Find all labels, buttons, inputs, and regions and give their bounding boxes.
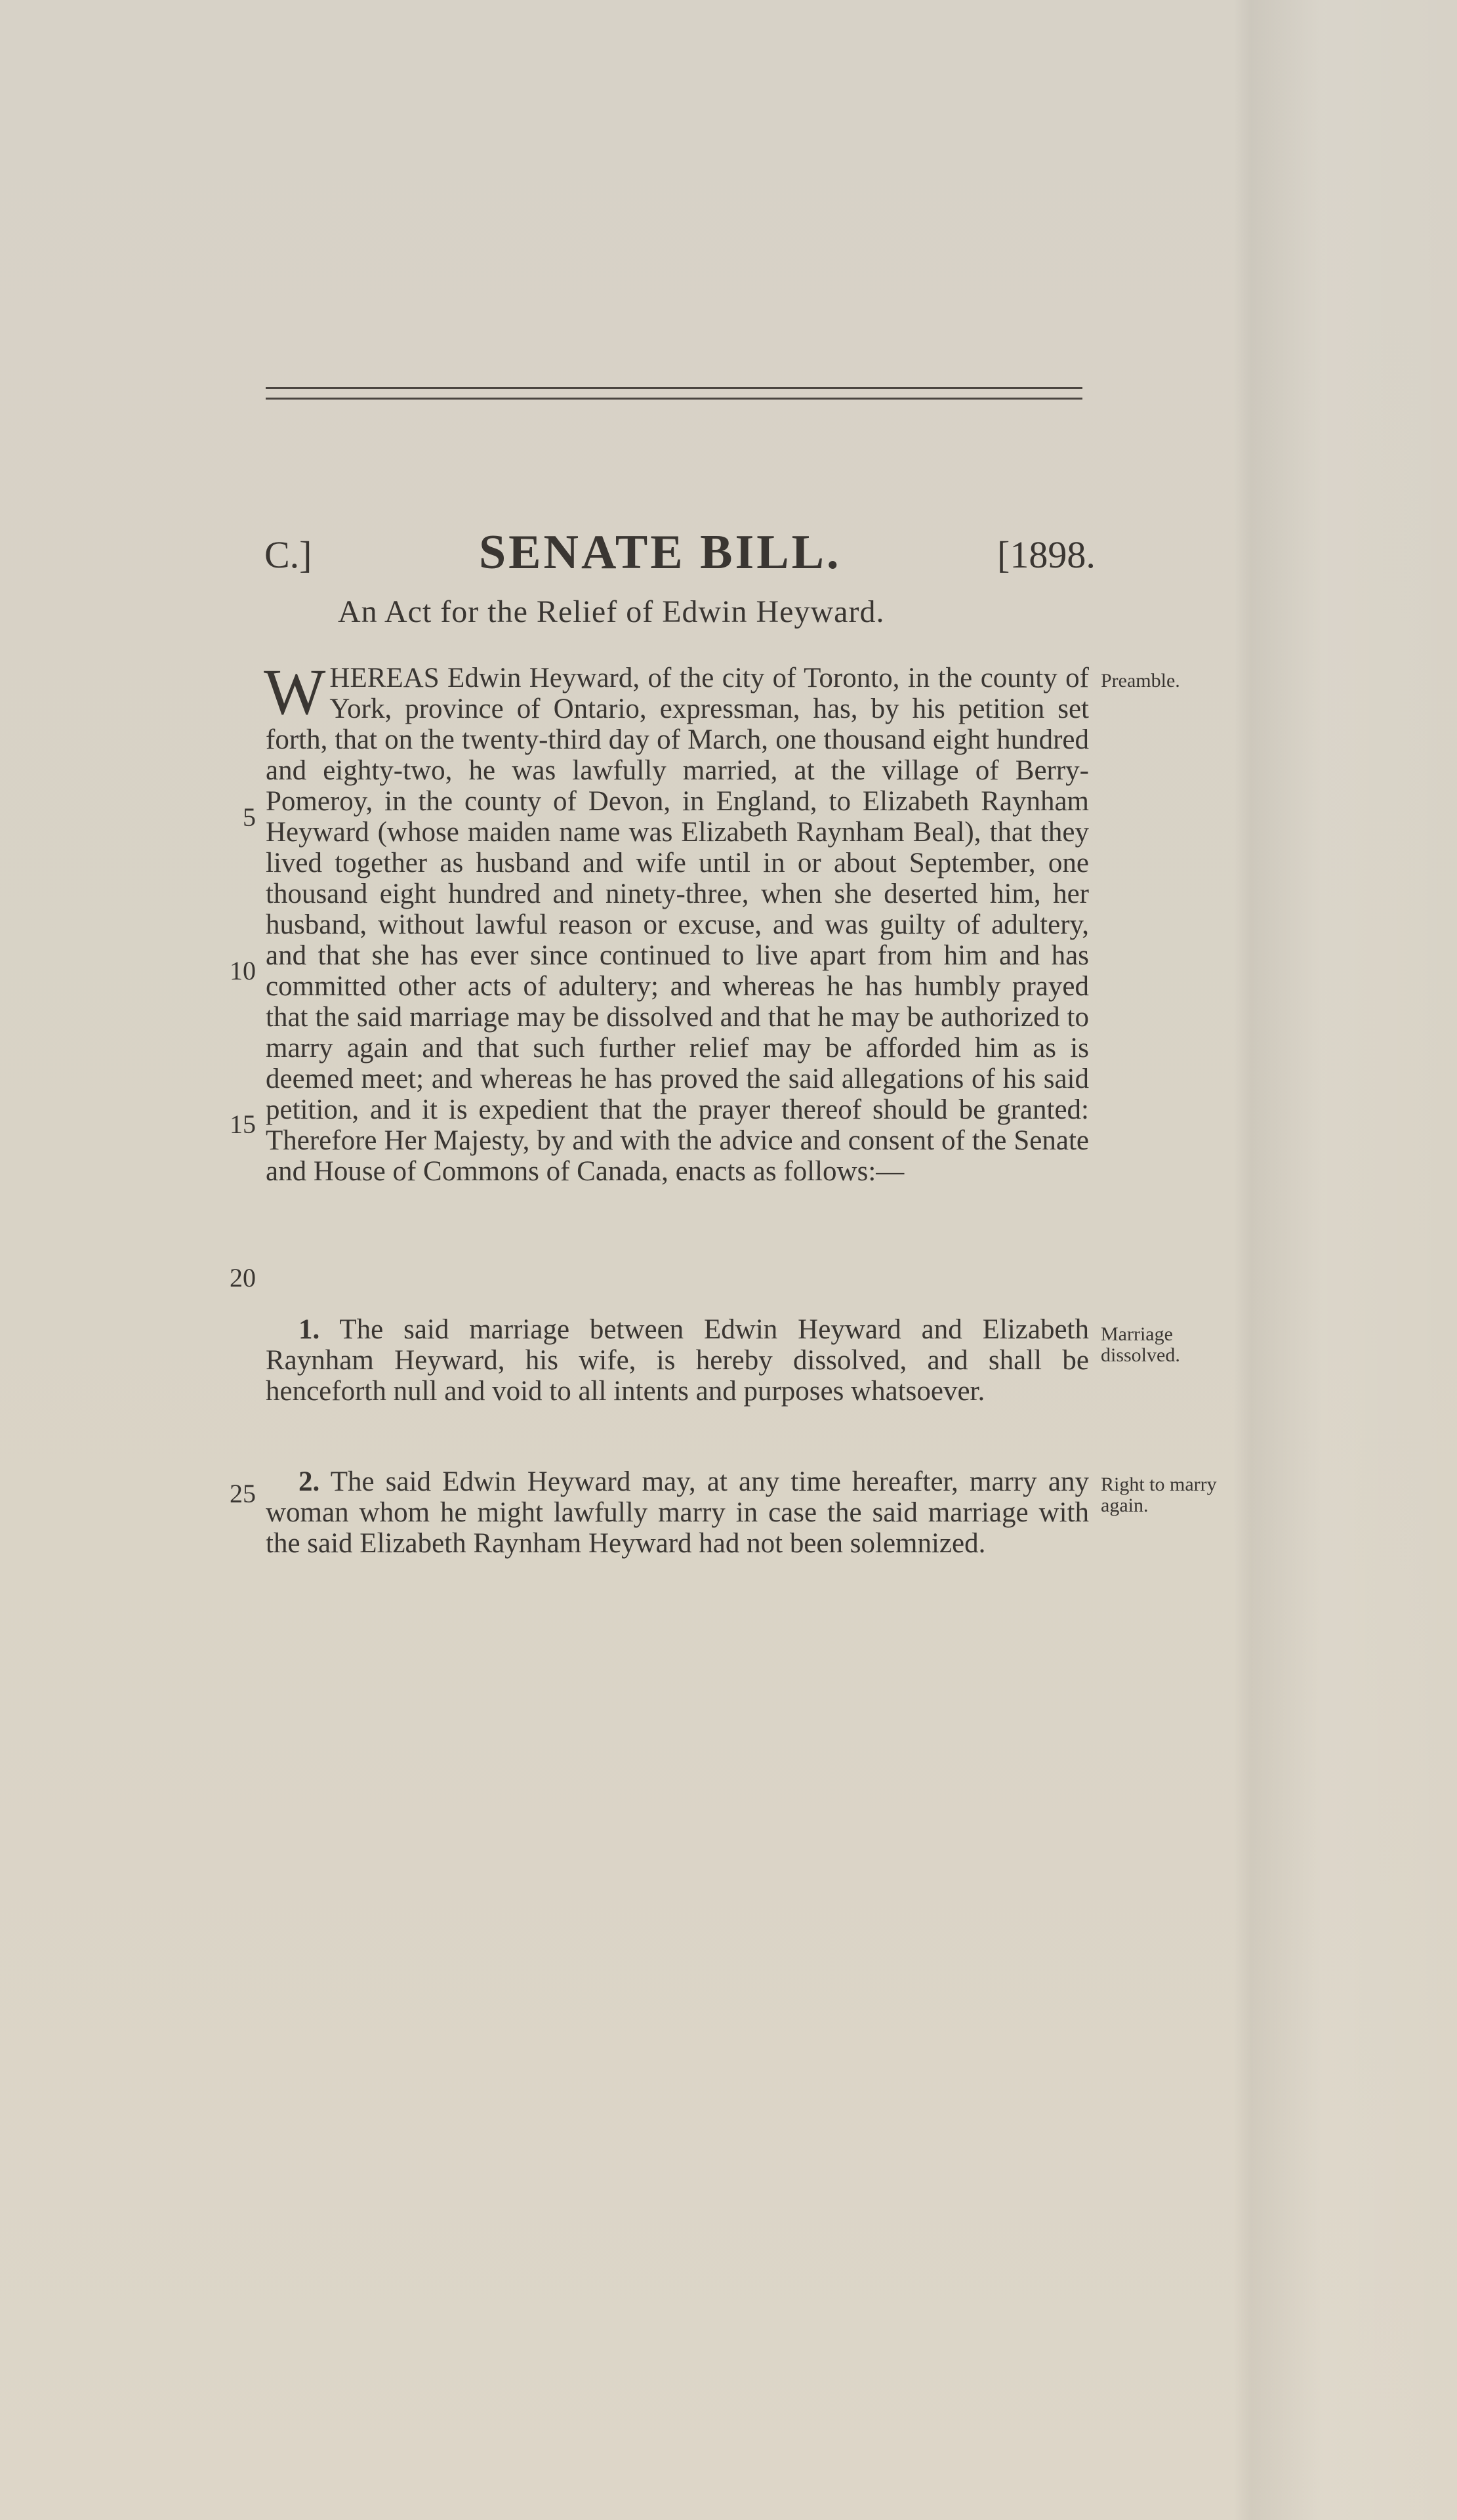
bill-year: [1898.: [997, 533, 1096, 576]
bill-letter: C.]: [264, 533, 312, 576]
preamble-text: HEREAS Edwin Heyward, of the city of Toronto, in the county of York, province of Ontario, expressman, has, by his petition set forth, that on the twenty-third day of March, one thousand eight hundred and eighty-two, he was lawfully married, at the village of Berry-Pomeroy, in the county of Devon, in England, to Elizabeth Raynham Heyward (whose maiden name was Elizabeth Raynham Beal), that they lived together as husband and wife until in or about September, one thousand eight hundred and ninety-three, when she deserted him, her husband, without lawful reason or excuse, and was guilty of adultery, and that she has ever since continued to live apart from him and has committed other acts of adultery; and whereas he has humbly prayed that the said marriage may be dissolved and that he may be authorized to marry again and that such further relief may be afforded him as is deemed meet; and whereas he has proved the said allegations of his said petition, and it is expedient that the prayer thereof should be granted: Therefore Her Majesty, by and with the advice and consent of the Senate and House of Commons of Canada, enacts as follows:—: [266, 663, 1089, 1187]
drop-cap: W: [264, 655, 326, 728]
page-edge-shadow: [1233, 0, 1457, 2520]
section-text: The said marriage between Edwin Heyward and Elizabeth Raynham Heyward, his wife, is hereby dissolved, and shall be henceforth null and void to all intents and purposes whatsoever.: [266, 1314, 1089, 1407]
line-number: 5: [243, 802, 256, 832]
line-number: 25: [230, 1479, 256, 1508]
line-number: 15: [230, 1109, 256, 1139]
top-double-rule-upper: [266, 387, 1082, 389]
margin-note-right-to-marry: Right to marry again.: [1101, 1474, 1217, 1516]
bill-heading: SENATE BILL.: [479, 526, 842, 579]
margin-note-marriage-dissolved: Marriage dissolved.: [1101, 1323, 1180, 1366]
section-number: 1.: [298, 1314, 320, 1345]
line-number: 10: [230, 956, 256, 985]
margin-note-preamble: Preamble.: [1101, 670, 1180, 692]
preamble-paragraph: [264, 655, 1089, 1187]
line-number: 20: [230, 1263, 256, 1292]
section-number: 2.: [298, 1466, 320, 1497]
section-text: The said Edwin Heyward may, at any time hereafter, marry any woman whom he might lawfully marry in case the said marriage with the said Elizabeth Raynham Heyward had not been solemnized.: [266, 1466, 1089, 1559]
section-1: [266, 1314, 1089, 1407]
act-title: An Act for the Relief of Edwin Heyward.: [338, 594, 885, 629]
top-double-rule-lower: [266, 398, 1082, 400]
section-2: [266, 1466, 1089, 1559]
